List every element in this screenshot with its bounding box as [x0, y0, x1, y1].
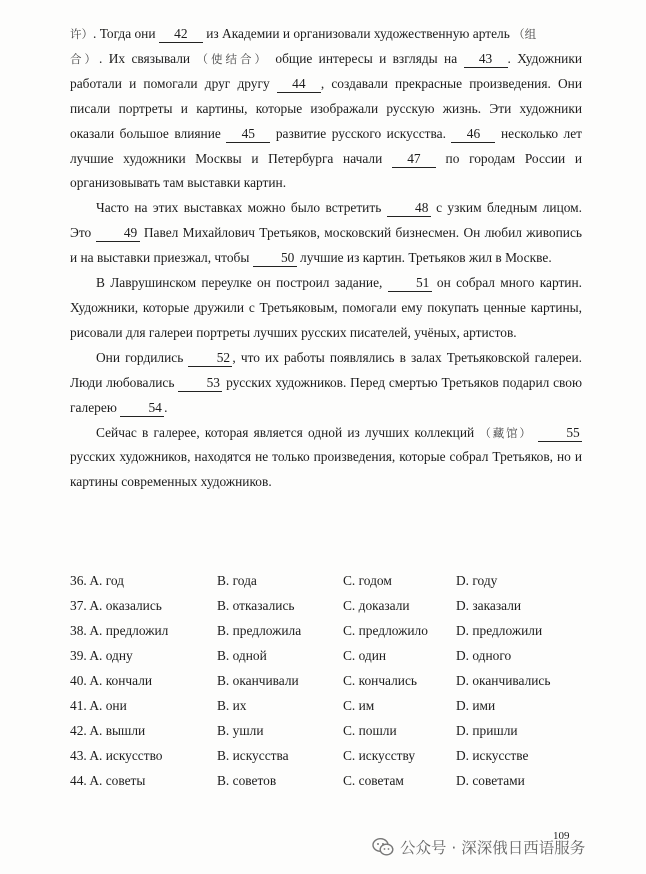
chinese-gloss: （使结合）: [196, 51, 270, 66]
option-d: D. пришли: [456, 723, 518, 738]
reading-passage: [70, 22, 582, 495]
option-row: [70, 670, 610, 695]
question-option-a: 37. A. оказались: [70, 598, 162, 613]
paragraph-text: Сейчас в галерее, которая является одной из лучших коллекций: [96, 424, 480, 440]
paragraph: [70, 271, 582, 346]
question-option-a: 42. A. вышли: [70, 723, 146, 738]
answer-blank: 51: [388, 274, 432, 292]
answer-blank: 53: [178, 374, 222, 392]
option-b: B. отказались: [217, 598, 295, 613]
paragraph-text: Павел Михайлович Третьяков, московский бизнесмен. Он любил живопись и на выставки приезжал, чтобы: [70, 225, 583, 266]
question-option-a: 44. A. советы: [70, 773, 146, 788]
chinese-gloss: （组: [513, 27, 537, 41]
paragraph-text: лучшие из картин. Третьяков жил в Москве.: [296, 250, 552, 266]
paragraph-text: .: [164, 399, 168, 415]
option-c: C. им: [343, 698, 375, 713]
paragraph-text: общие интересы и взгляды на: [269, 50, 464, 66]
option-b: B. ушли: [217, 723, 264, 738]
option-b: B. оканчивали: [217, 673, 299, 688]
option-b: B. года: [217, 573, 257, 588]
option-b: B. искусства: [217, 748, 289, 763]
question-option-a: 36. A. год: [70, 573, 124, 588]
paragraph-text: , что их работы появлялись в залах Третьяковской галереи. Люди любовались: [70, 349, 582, 390]
option-d: D. ими: [456, 698, 496, 713]
answer-blank: 50: [253, 249, 297, 267]
answer-blank: 44: [277, 75, 321, 93]
paragraph-text: В Лаврушинском переулке он построил задание,: [96, 275, 388, 291]
option-row: [70, 570, 610, 595]
paragraph-text: развитие русского искусства.: [270, 125, 452, 141]
answer-blank: 55: [538, 424, 582, 442]
paragraph-text: из Академии и организовали художественную артель: [202, 26, 514, 41]
answer-blank: 46: [451, 125, 495, 143]
paragraph: [70, 196, 582, 271]
option-c: C. доказали: [343, 598, 410, 613]
option-d: D. одного: [456, 648, 512, 663]
option-c: C. пошли: [343, 723, 397, 738]
option-c: C. один: [343, 648, 387, 663]
option-c: C. советам: [343, 773, 404, 788]
paragraph-text: Они гордились: [96, 349, 189, 365]
page-number: 109: [553, 830, 570, 842]
paragraph-text: русских художников, находятся не только произведения, которые собрал Третьяков, но и картины современных художников.: [70, 449, 582, 490]
chinese-gloss: 合）: [70, 51, 100, 66]
option-d: D. искусстве: [456, 748, 529, 763]
answer-options: [70, 570, 610, 795]
paragraph-text: , создавали прекрасные произведения. Они писали портреты и картины, которые изображали русскую жизнь. Эти художники оказали большое влияние: [70, 75, 582, 141]
answer-blank: 54: [120, 399, 164, 417]
paragraph-text: русских художников. Перед смертью Третьяков подарил свою галерею: [70, 374, 582, 415]
option-c: C. кончались: [343, 673, 418, 688]
answer-blank: 52: [188, 349, 232, 367]
answer-blank: 48: [387, 199, 431, 217]
option-b: B. советов: [217, 773, 277, 788]
paragraph: [70, 47, 582, 196]
paragraph-text: . Художники работали и помогали друг другу: [70, 50, 583, 91]
option-row: [70, 695, 610, 720]
paragraph-text: он собрал много картин. Художники, которые дружили с Третьяковым, помогали ему покупать ценные картины, рисовали для галереи портреты лучших русских писателей, учёных, артистов.: [70, 275, 582, 340]
option-row: [70, 595, 610, 620]
question-option-a: 38. A. предложил: [70, 623, 169, 638]
option-d: D. заказали: [456, 598, 522, 613]
question-option-a: 39. A. одну: [70, 648, 133, 663]
watermark-text: 公众号 · 深深俄日西语服务: [400, 839, 586, 857]
answer-blank: 49: [96, 224, 140, 242]
paragraph: [70, 421, 582, 496]
option-b: B. их: [217, 698, 247, 713]
answer-blank: 43: [464, 50, 508, 68]
option-d: D. году: [456, 573, 498, 588]
paragraph-text: с узким бледным лицом. Это: [70, 200, 582, 241]
option-d: D. оканчивались: [456, 673, 551, 688]
question-option-a: 41. A. они: [70, 698, 127, 713]
answer-blank: 47: [392, 150, 436, 168]
option-c: C. годом: [343, 573, 392, 588]
wechat-icon: [372, 837, 394, 857]
option-b: B. одной: [217, 648, 267, 663]
option-row: [70, 720, 610, 745]
question-option-a: 40. A. кончали: [70, 673, 153, 688]
answer-blank: 42: [159, 25, 203, 43]
watermark: [372, 836, 585, 858]
option-d: D. предложили: [456, 623, 543, 638]
paragraph-text: . Их связывали: [99, 50, 197, 66]
chinese-gloss: 许）: [70, 27, 93, 41]
option-row: [70, 620, 610, 645]
paragraph-text: Часто на этих выставках можно было встретить: [96, 200, 387, 216]
paragraph-text: . Тогда они: [93, 26, 159, 41]
option-c: C. искусству: [343, 748, 416, 763]
paragraph: [70, 22, 582, 47]
option-d: D. советами: [456, 773, 525, 788]
option-row: [70, 745, 610, 770]
option-row: [70, 770, 610, 795]
option-b: B. предложила: [217, 623, 302, 638]
paragraph-text: несколько лет лучшие художники Москвы и Петербурга начали: [70, 125, 582, 166]
chinese-gloss: （藏馆）: [479, 425, 533, 440]
option-c: C. предложило: [343, 623, 428, 638]
paragraph: [70, 346, 582, 421]
answer-blank: 45: [226, 125, 270, 143]
question-option-a: 43. A. искусство: [70, 748, 163, 763]
option-row: [70, 645, 610, 670]
paragraph-text: по городам России и организовывать там выставки картин.: [70, 150, 582, 191]
